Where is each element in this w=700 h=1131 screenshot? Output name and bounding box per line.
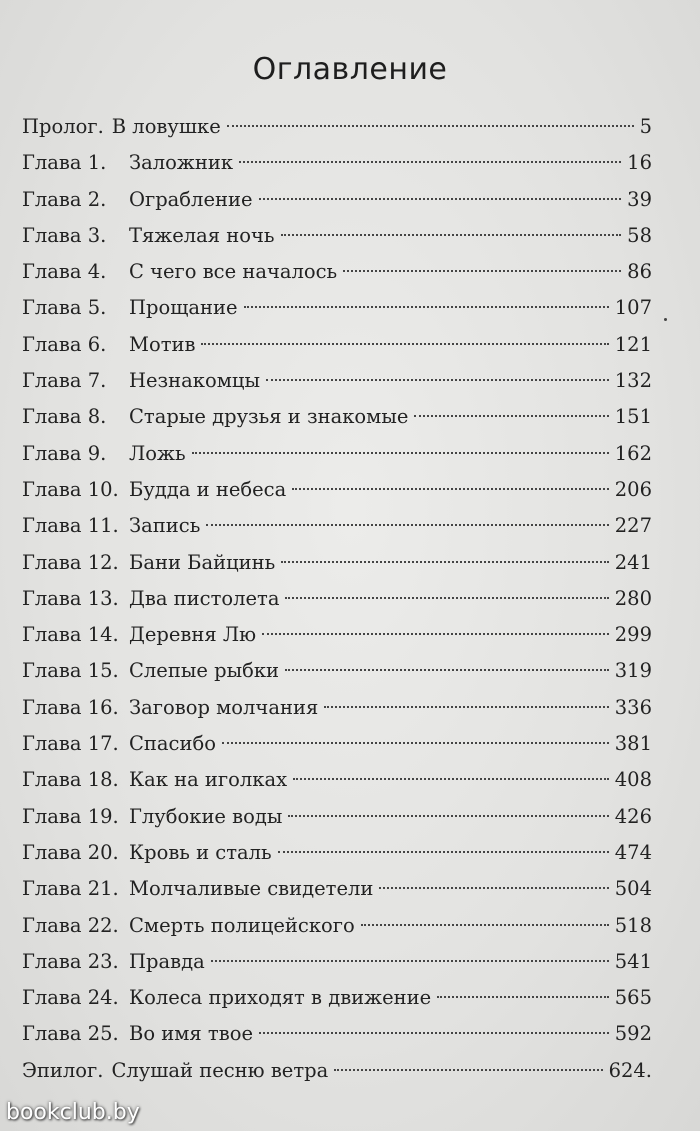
- entry-label: Глава 13.: [22, 586, 119, 610]
- entry-title: Колеса приходят в движение: [129, 986, 432, 1010]
- entry-label: Глава 22.: [22, 913, 119, 937]
- entry-title: Деревня Лю: [129, 623, 257, 647]
- entry-label: Глава 5.: [22, 296, 107, 320]
- toc-entry: [22, 145, 652, 181]
- entry-title: Запись: [129, 514, 201, 538]
- entry-title: В ловушке: [111, 115, 221, 138]
- toc-entry: [22, 581, 652, 617]
- entry-label: Эпилог.: [22, 1058, 104, 1082]
- entry-title: Ограбление: [129, 187, 253, 211]
- entry-title: Заложник: [129, 151, 234, 175]
- entry-label: Глава 18.: [22, 768, 119, 792]
- page-title: Оглавление: [252, 52, 448, 87]
- entry-page-number: 518: [614, 913, 652, 937]
- dot-leader: [222, 741, 609, 744]
- toc-entry: [22, 980, 652, 1016]
- toc-entry: [22, 218, 652, 254]
- toc-entry: [22, 327, 652, 363]
- toc-entry: [22, 290, 652, 326]
- entry-page-number: 16: [627, 151, 652, 175]
- entry-page-number: 624.: [608, 1058, 652, 1082]
- entry-title: Молчаливые свидетели: [129, 877, 374, 901]
- entry-title: Мотив: [129, 332, 196, 356]
- dot-leader: [292, 487, 609, 490]
- toc-entry: [22, 1016, 652, 1052]
- toc-entry: [22, 617, 652, 653]
- dot-leader: [361, 923, 609, 926]
- entry-title: Ложь: [129, 441, 186, 465]
- dot-leader: [206, 523, 608, 526]
- entry-page-number: 504: [614, 877, 652, 901]
- entry-label: Глава 3.: [22, 223, 107, 247]
- entry-label: Глава 16.: [22, 695, 119, 719]
- toc-entry: [22, 182, 652, 218]
- entry-label: Глава 1.: [22, 151, 107, 175]
- dot-leader: [192, 451, 609, 454]
- entry-title: Смерть полицейского: [129, 913, 355, 937]
- table-of-contents: [22, 109, 652, 1089]
- toc-entry: [22, 799, 652, 835]
- dot-leader: [227, 124, 634, 127]
- toc-entry: [22, 109, 652, 145]
- entry-page-number: 426: [614, 804, 652, 828]
- entry-page-number: 121: [614, 332, 652, 356]
- toc-entry: [22, 835, 652, 871]
- entry-label: Глава 23.: [22, 949, 119, 973]
- entry-title: Старые друзья и знакомые: [129, 405, 409, 429]
- entry-label: Глава 6.: [22, 332, 107, 356]
- entry-label: Глава 12.: [22, 550, 119, 574]
- entry-page-number: 280: [614, 586, 652, 610]
- entry-label: Глава 4.: [22, 260, 107, 284]
- entry-label: Глава 17.: [22, 732, 119, 756]
- toc-entry: [22, 472, 652, 508]
- entry-title: Бани Байцинь: [129, 550, 276, 574]
- entry-label: Глава 19.: [22, 804, 119, 828]
- dot-leader: [414, 414, 608, 417]
- entry-page-number: 299: [614, 623, 652, 647]
- dot-leader: [343, 269, 621, 272]
- toc-entry: [22, 908, 652, 944]
- entry-page-number: 86: [627, 260, 652, 284]
- toc-entry: [22, 690, 652, 726]
- entry-title: Глубокие воды: [129, 804, 283, 828]
- entry-page-number: 381: [614, 732, 652, 756]
- entry-label: Глава 11.: [22, 514, 119, 538]
- entry-title: Тяжелая ночь: [129, 223, 275, 247]
- entry-label: Глава 24.: [22, 986, 119, 1010]
- entry-label: Глава 20.: [22, 840, 119, 864]
- site-watermark: bookclub.by: [6, 1100, 140, 1125]
- entry-label: Глава 2.: [22, 187, 107, 211]
- entry-title: Как на иголках: [129, 768, 288, 792]
- entry-title: Кровь и сталь: [129, 840, 272, 864]
- dot-leader: [379, 886, 608, 889]
- dot-leader: [259, 197, 622, 200]
- entry-page-number: 39: [627, 187, 652, 211]
- dot-leader: [285, 596, 608, 599]
- entry-title: Заговор молчания: [129, 695, 319, 719]
- entry-title: Слепые рыбки: [129, 659, 280, 683]
- entry-page-number: 474: [614, 840, 652, 864]
- dot-leader: [259, 1031, 609, 1034]
- dot-leader: [288, 814, 608, 817]
- entry-page-number: 206: [614, 477, 652, 501]
- entry-page-number: 592: [614, 1022, 652, 1046]
- dot-leader: [285, 668, 609, 671]
- paper-speck: [664, 318, 667, 321]
- entry-page-number: 5: [639, 115, 652, 138]
- entry-title: Слушай песню ветра: [111, 1058, 329, 1082]
- dot-leader: [324, 705, 609, 708]
- entry-title: Правда: [129, 949, 205, 973]
- toc-entry: [22, 545, 652, 581]
- entry-title: Незнакомцы: [129, 369, 260, 393]
- toc-entry: [22, 1053, 652, 1089]
- entry-page-number: 319: [614, 659, 652, 683]
- entry-label: Глава 21.: [22, 877, 119, 901]
- toc-entry: [22, 363, 652, 399]
- entry-page-number: 58: [627, 223, 652, 247]
- dot-leader: [281, 560, 609, 563]
- entry-label: Глава 9.: [22, 441, 107, 465]
- entry-page-number: 151: [614, 405, 652, 429]
- dot-leader: [244, 305, 609, 308]
- entry-page-number: 408: [614, 768, 652, 792]
- entry-label: Глава 25.: [22, 1022, 119, 1046]
- entry-title: Прощание: [129, 296, 238, 320]
- entry-label: Глава 7.: [22, 369, 107, 393]
- dot-leader: [437, 995, 609, 998]
- toc-entry: [22, 944, 652, 980]
- entry-page-number: 336: [614, 695, 652, 719]
- toc-entry: [22, 653, 652, 689]
- dot-leader: [281, 233, 622, 236]
- entry-title: Спасибо: [129, 732, 216, 756]
- entry-page-number: 227: [614, 514, 652, 538]
- entry-title: Будда и небеса: [129, 477, 287, 501]
- dot-leader: [239, 160, 621, 163]
- toc-entry: [22, 726, 652, 762]
- toc-entry: [22, 508, 652, 544]
- entry-page-number: 565: [614, 986, 652, 1010]
- entry-title: С чего все началось: [129, 260, 338, 284]
- dot-leader: [278, 850, 609, 853]
- dot-leader: [293, 777, 609, 780]
- entry-title: Во имя твое: [129, 1022, 253, 1046]
- dot-leader: [266, 378, 609, 381]
- entry-page-number: 541: [614, 949, 652, 973]
- entry-page-number: 132: [614, 369, 652, 393]
- entry-label: Глава 14.: [22, 623, 119, 647]
- dot-leader: [334, 1068, 602, 1071]
- toc-entry: [22, 436, 652, 472]
- dot-leader: [201, 342, 608, 345]
- toc-entry: [22, 762, 652, 798]
- dot-leader: [211, 959, 609, 962]
- entry-page-number: 107: [614, 296, 652, 320]
- entry-page-number: 162: [614, 441, 652, 465]
- toc-entry: [22, 254, 652, 290]
- entry-label: Глава 15.: [22, 659, 119, 683]
- dot-leader: [262, 632, 609, 635]
- entry-label: Глава 10.: [22, 477, 119, 501]
- entry-title: Два пистолета: [129, 586, 280, 610]
- toc-entry: [22, 871, 652, 907]
- entry-page-number: 241: [614, 550, 652, 574]
- toc-entry: [22, 399, 652, 435]
- entry-label: Пролог.: [22, 115, 104, 138]
- entry-label: Глава 8.: [22, 405, 107, 429]
